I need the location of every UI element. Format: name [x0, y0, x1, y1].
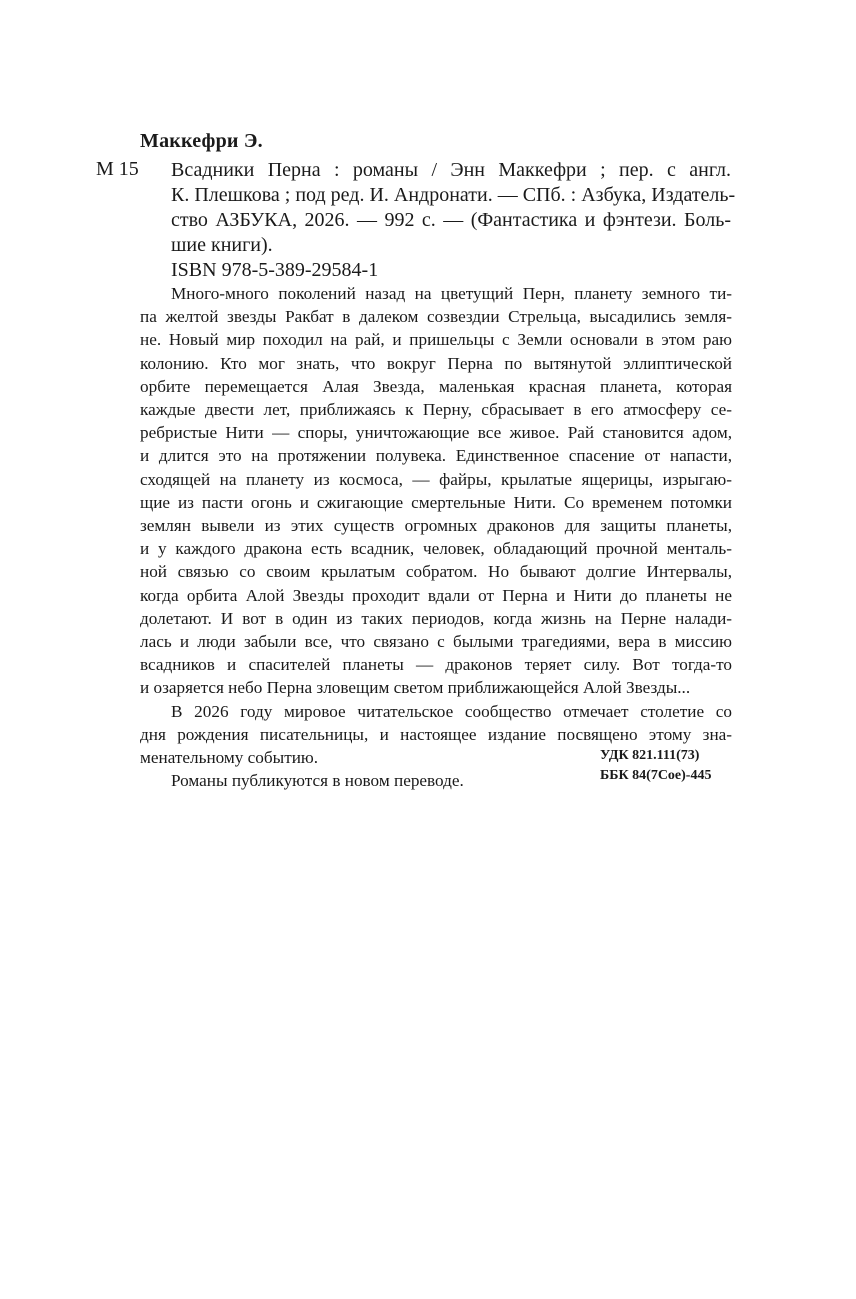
annotation-line: па желтой звезды Ракбат в далеком созвездии Стрельца, высадились земля-: [140, 307, 732, 327]
bibliographic-line: шие книги).: [171, 234, 273, 256]
annotation-line: Романы публикуются в новом переводе.: [171, 771, 464, 791]
annotation: [140, 282, 732, 792]
annotation-line: лась и люди забыли все, что связано с былыми трагедиями, вера в миссию: [140, 632, 732, 652]
annotation-line: и длится это на протяжении полувека. Единственное спасение от напасти,: [140, 446, 732, 466]
annotation-line: всадников и спасителей планеты — драконов теряет силу. Вот тогда-то: [140, 655, 732, 675]
annotation-line: Много-много поколений назад на цветущий Перн, планету земного ти-: [171, 284, 732, 303]
bbk-code: ББК 84(7Сое)-445: [600, 768, 712, 783]
annotation-line: щие из пасти огонь и сжигающие смертельные Нити. Со временем потомки: [140, 492, 732, 512]
annotation-line: колонию. Кто мог знать, что вокруг Перна по вытянутой эллиптической: [140, 353, 732, 373]
annotation-line: каждые двести лет, приближаясь к Перну, сбрасывает в его атмосферу се-: [140, 400, 732, 420]
annotation-line: орбите перемещается Алая Звезда, маленькая красная планета, которая: [140, 376, 732, 396]
bibliographic-line: К. Плешкова ; под ред. И. Андронати. — СПб. : Азбука, Издатель-: [171, 184, 736, 206]
annotation-line: землян вывели из этих существ огромных драконов для защиты планеты,: [140, 516, 732, 536]
catalog-code: М 15: [96, 158, 139, 180]
annotation-line: сходящей на планету из космоса, — файры, крылатые ящерицы, изрыгаю-: [140, 469, 732, 489]
annotation-line: и у каждого дракона есть всадник, человек, обладающий прочной менталь-: [140, 539, 732, 559]
annotation-line: менательному событию.: [140, 748, 319, 768]
classification-codes: [600, 746, 711, 786]
udk-code: УДК 821.111(73): [600, 748, 700, 763]
bibliographic-line: ство АЗБУКА, 2026. — 992 с. — (Фантастика и фэнтези. Боль-: [171, 209, 731, 231]
annotation-line: не. Новый мир походил на рай, и пришельцы с Земли основали в этом раю: [140, 330, 732, 350]
annotation-line: ной связью со своим крылатым собратом. Но бывают долгие Интервалы,: [140, 562, 732, 582]
bibliographic-line: Всадники Перна : романы / Энн Маккефри ; пер. с англ.: [171, 159, 731, 181]
annotation-line: В 2026 году мировое читательское сообщество отмечает столетие со: [171, 701, 732, 721]
bibliographic-description: [171, 158, 736, 258]
annotation-line: дня рождения писательницы, и настоящее издание посвящено этому зна-: [140, 724, 732, 744]
annotation-line: когда орбита Алой Звезды проходит вдали от Перна и Нити до планеты не: [140, 585, 732, 605]
annotation-line: и озаряется небо Перна зловещим светом приближающейся Алой Звезды...: [140, 678, 691, 698]
isbn: ISBN 978-5-389-29584-1: [171, 259, 379, 281]
author-heading: Маккефри Э.: [140, 130, 263, 152]
annotation-line: ребристые Нити — споры, уничтожающие все живое. Рай становится адом,: [140, 423, 732, 443]
annotation-line: долетают. И вот в один из таких периодов, когда жизнь на Перне налади-: [140, 608, 732, 628]
